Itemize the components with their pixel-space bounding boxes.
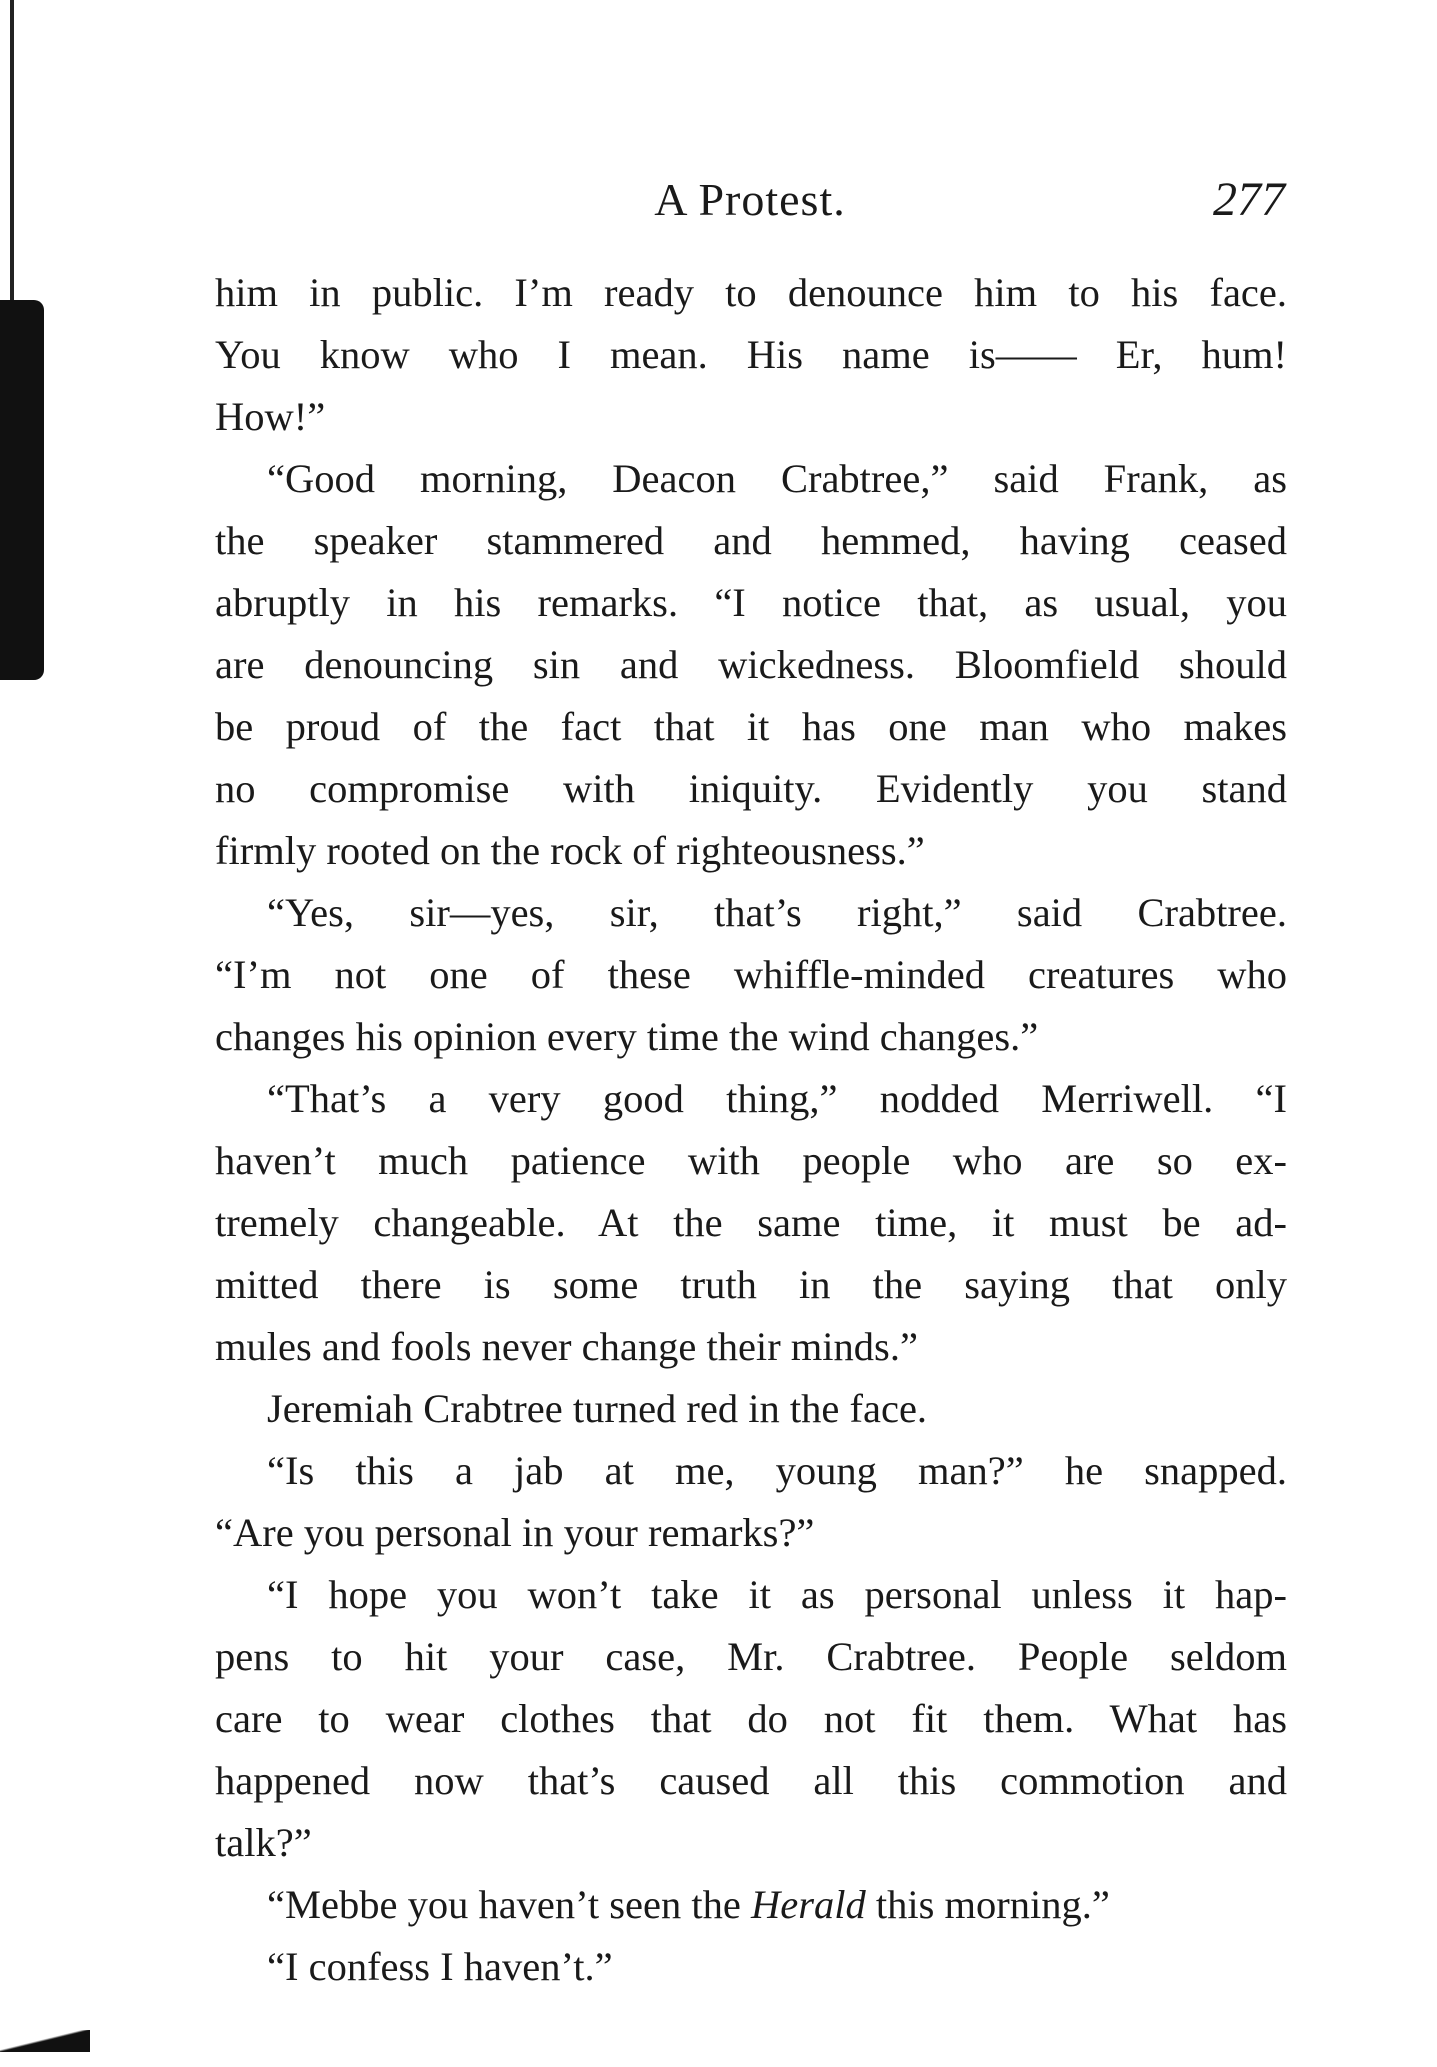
scan-shadow	[0, 300, 44, 680]
text-line: “Mebbe you haven’t seen the Herald this morning.”	[267, 1882, 1110, 1927]
text-line: care to wear clothes that do not fit them. What has	[215, 1696, 1287, 1741]
text-line: mitted there is some truth in the saying that only	[215, 1262, 1287, 1307]
text-line: “Good morning, Deacon Crabtree,” said Frank, as	[267, 456, 1287, 501]
text-line: firmly rooted on the rock of righteousness.”	[215, 828, 925, 873]
text-line: be proud of the fact that it has one man who makes	[215, 704, 1287, 749]
text-line: “Is this a jab at me, young man?” he snapped.	[267, 1448, 1287, 1493]
text-line: talk?”	[215, 1820, 312, 1865]
text-line: “I’m not one of these whiffle-minded creatures who	[215, 952, 1287, 997]
body-text	[215, 262, 1287, 1998]
text-line: “I confess I haven’t.”	[267, 1944, 613, 1989]
text-line: “I hope you won’t take it as personal unless it hap-	[267, 1572, 1287, 1617]
page-number: 277	[1213, 173, 1285, 226]
text-line: mules and fools never change their minds.”	[215, 1324, 918, 1369]
running-head	[215, 170, 1285, 230]
text-line: You know who I mean. His name is—— Er, hum!	[215, 332, 1287, 377]
text-line: “Are you personal in your remarks?”	[215, 1510, 815, 1555]
text-line: him in public. I’m ready to denounce him to his face.	[215, 270, 1287, 315]
text-line: “That’s a very good thing,” nodded Merriwell. “I	[267, 1076, 1287, 1121]
text-line: changes his opinion every time the wind changes.”	[215, 1014, 1039, 1059]
text-line: happened now that’s caused all this commotion and	[215, 1758, 1287, 1803]
text-line: are denouncing sin and wickedness. Bloomfield should	[215, 642, 1287, 687]
text-line: pens to hit your case, Mr. Crabtree. People seldom	[215, 1634, 1287, 1679]
text-line: no compromise with iniquity. Evidently you stand	[215, 766, 1287, 811]
text-line: abruptly in his remarks. “I notice that, as usual, you	[215, 580, 1287, 625]
text-line: “Yes, sir—yes, sir, that’s right,” said Crabtree.	[267, 890, 1287, 935]
chapter-title: A Protest.	[654, 174, 846, 225]
text-line: Jeremiah Crabtree turned red in the face.	[267, 1386, 928, 1431]
scan-corner-mark	[0, 2030, 90, 2052]
text-line: the speaker stammered and hemmed, having ceased	[215, 518, 1287, 563]
text-line: haven’t much patience with people who are so ex-	[215, 1138, 1287, 1183]
text-line: How!”	[215, 394, 326, 439]
text-line: tremely changeable. At the same time, it must be ad-	[215, 1200, 1287, 1245]
